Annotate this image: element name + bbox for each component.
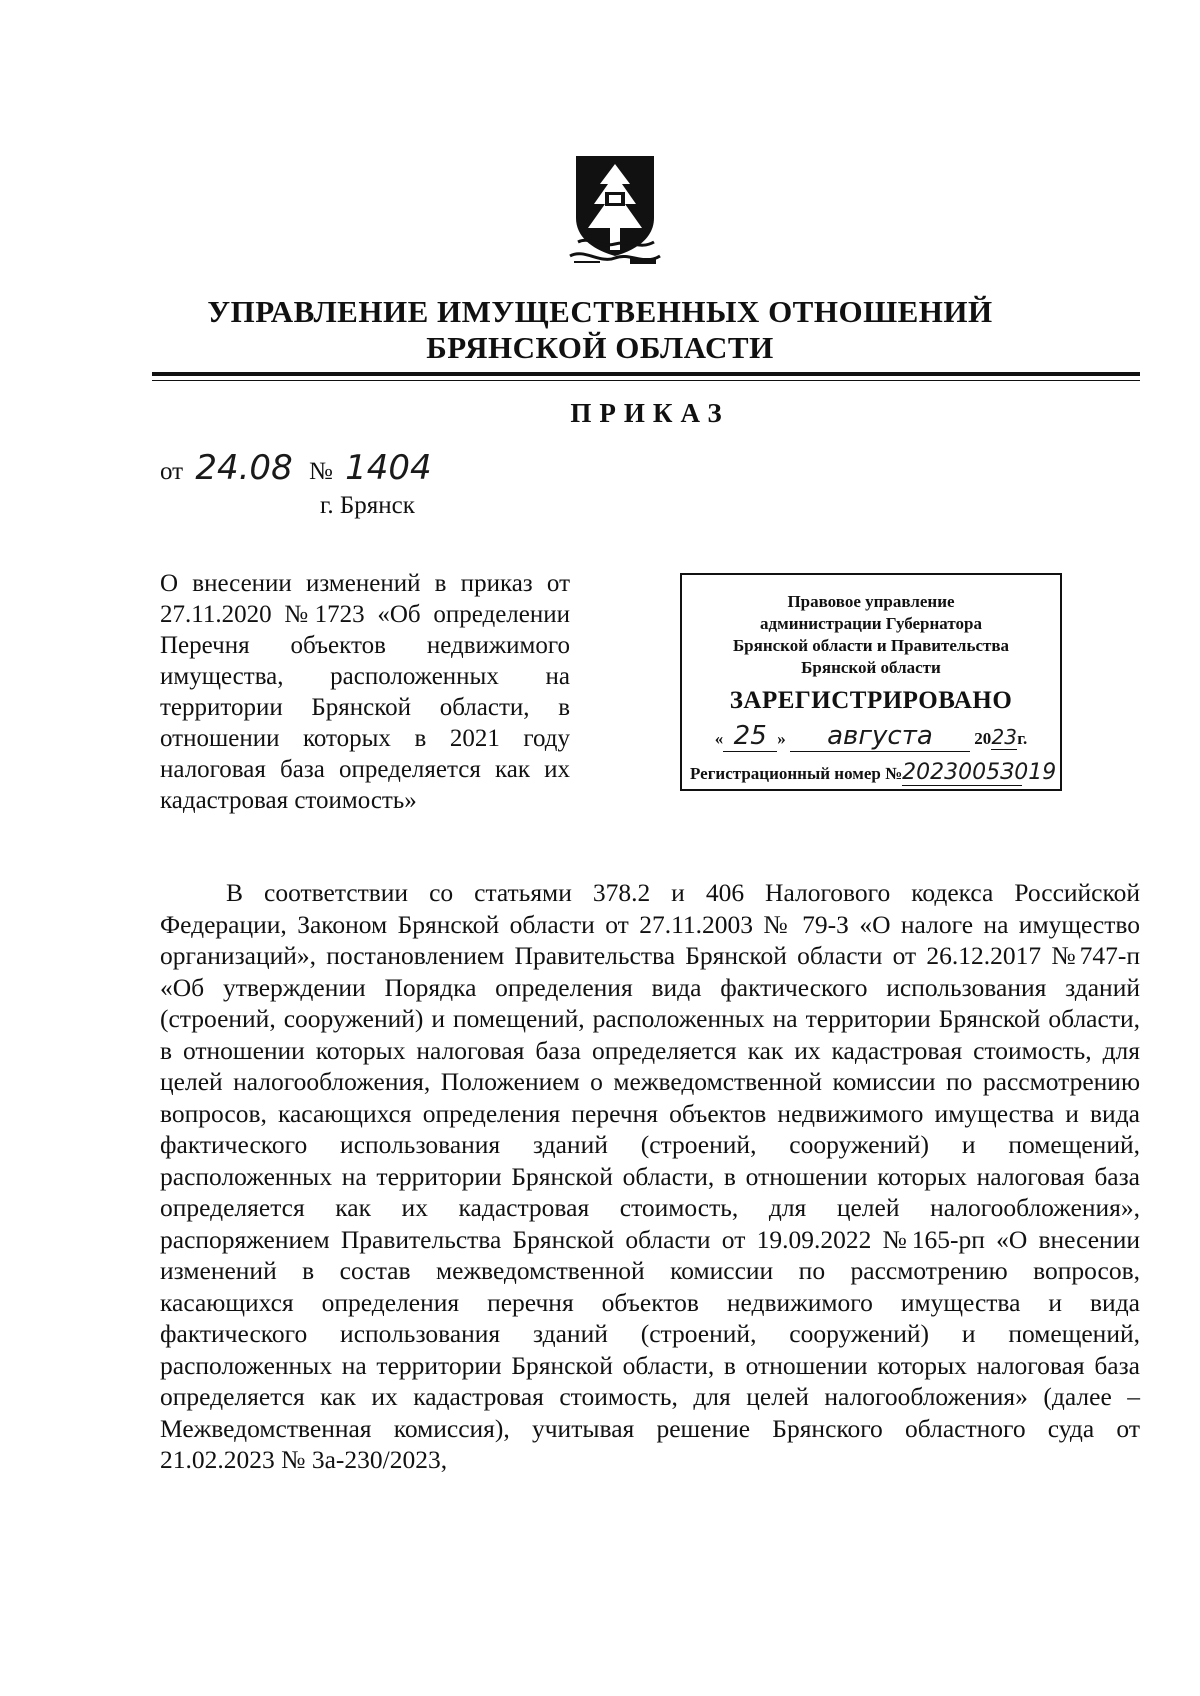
stamp-dept-line-1: Правовое управление (787, 592, 955, 611)
body-paragraph: В соответствии со статьями 378.2 и 406 Налогового кодекса Российской Федерации, Законом Брянской области от 27.11.2003 № 79-З «О налоге на имущество организаций», постановлением Правительства Брянской области от 26.12.2017 №747-п «Об утверждении Порядка определения вида фактического использования зданий (строений, сооружений) и помещений, расположенных на территории Брянской области, в отношении которых налоговая база определяется как их кадастровая стоимость, для целей налогообложения, Положением о межведомственной комиссии по рассмотрению вопросов, касающихся определения перечня объектов недвижимого имущества и вида фактического использования зданий (строений, сооружений) и помещений, расположенных на территории Брянской области, в отношении которых налоговая база определяется как их кадастровая стоимость, для целей налогообложения», распоряжением Правительства Брянской области от 19.09.2022 №165-рп «О внесении изменений в состав межведомственной комиссии по рассмотрению вопросов, касающихся определения перечня объектов недвижимого имущества и вида фактического использования зданий (строений, сооружений) и помещений, расположенных на территории Брянской области, в отношении которых налоговая база определяется как их кадастровая стоимость, для целей налогообложения» (далее – Межведомственная комиссия), учитывая решение Брянского областного суда от 21.02.2023 № 3а-230/2023, (160, 878, 1140, 1474)
stamp-registration-line (682, 760, 1060, 786)
date-from-label: от (160, 458, 184, 485)
order-subject: О внесении изменений в приказ от 27.11.2020 №1723 «Об определении Перечня объектов недвижимого имущества, расположенных на территории Брянской области, в отношении которых в 2021 году налоговая база определяется как их кадастровая стоимость» (160, 570, 570, 814)
stamp-reg-label: Регистрационный номер № (690, 764, 903, 783)
order-number: 1404 (345, 448, 432, 488)
order-date: 24.08 (195, 448, 293, 488)
coat-of-arms-icon (560, 152, 670, 270)
stamp-year-suffix: 23 (991, 725, 1017, 749)
header-rule-thick (152, 372, 1140, 376)
order-city: г. Брянск (320, 492, 415, 519)
stamp-reg-number: 2023005З019 (902, 760, 1057, 785)
order-date-line (160, 448, 442, 488)
stamp-day: 25 (733, 721, 767, 751)
stamp-year-unit: г. (1017, 729, 1028, 748)
registration-stamp (680, 573, 1062, 791)
stamp-dept-line-2: администрации Губернатора (760, 614, 982, 633)
stamp-year-prefix: 20 (974, 729, 992, 748)
header-rule-thin (152, 380, 1140, 381)
stamp-dept-line-3: Брянской области и Правительства (732, 636, 1010, 655)
org-name-line-2: БРЯНСКОЙ ОБЛАСТИ (426, 330, 774, 365)
order-number-label: № (308, 458, 333, 485)
stamp-registered: ЗАРЕГИСТРИРОВАНО (729, 687, 1013, 714)
stamp-month: августа (827, 721, 933, 751)
document-title: ПРИКАЗ (570, 398, 730, 428)
stamp-date-line: « 25 » августа 2023г. (714, 721, 1028, 751)
org-name-line-1: УПРАВЛЕНИЕ ИМУЩЕСТВЕННЫХ ОТНОШЕНИЙ (207, 294, 993, 329)
stamp-dept-line-4: Брянской области (801, 658, 941, 677)
